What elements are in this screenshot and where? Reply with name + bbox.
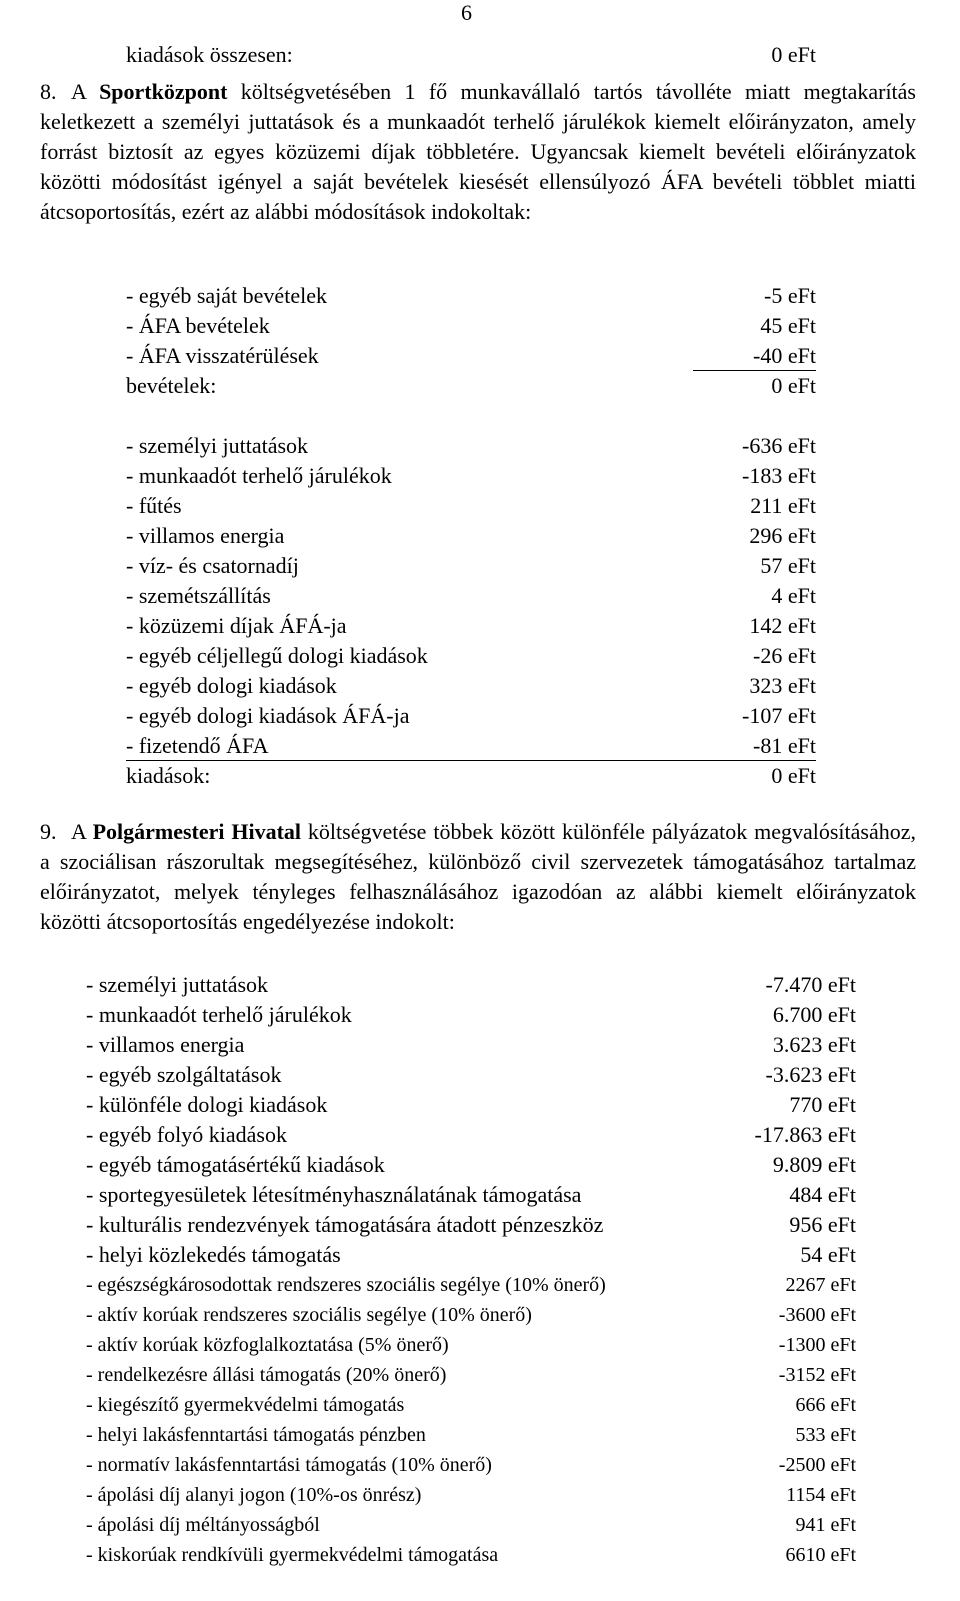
row-label: - víz- és csatornadíj — [126, 553, 299, 578]
row-value: 1154 eFt — [786, 1484, 856, 1506]
table-row — [86, 1300, 856, 1330]
row-value: 9.809 eFt — [772, 1152, 856, 1177]
row-value: -26 eFt — [753, 643, 816, 668]
expense-table — [126, 431, 816, 791]
paragraph-text: költségvetésében 1 fő munkavállaló tartós távolléte miatt megtakarítás keletkezett a személyi juttatások és a munkaadót terhelő járulékok kiemelt előirányzaton, amely forrást biztosít az egyes közüzemi díjak többletére. Ugyancsak kiemelt bevételi előirányzatok közötti módosítást igényel a saját bevételek kiesését ellensúlyozó ÁFA bevételi többlet miatti átcsoportosítás, ezért az alábbi módosítások indokoltak: — [40, 79, 916, 224]
row-value: 956 eFt — [789, 1212, 856, 1237]
table-row — [126, 581, 816, 611]
expenses-total-summary — [126, 42, 816, 72]
table-row — [86, 1240, 856, 1270]
table-row — [86, 1540, 856, 1570]
row-label: - kulturális rendezvények támogatására átadott pénzeszköz — [86, 1212, 604, 1237]
table-row — [126, 521, 816, 551]
row-label: - kiskorúak rendkívüli gyermekvédelmi támogatása — [86, 1544, 499, 1566]
table-row — [126, 611, 816, 641]
row-label: - egyéb folyó kiadások — [86, 1122, 287, 1147]
table-row — [86, 1180, 856, 1210]
table-row — [126, 341, 816, 371]
row-label: - helyi lakásfenntartási támogatás pénzben — [86, 1424, 426, 1446]
table-row — [86, 1420, 856, 1450]
row-label: - egyéb céljellegű dologi kiadások — [126, 643, 428, 668]
row-label: - egyéb szolgáltatások — [86, 1062, 282, 1087]
table-row — [86, 1030, 856, 1060]
row-label: - fűtés — [126, 493, 182, 518]
row-value: -183 eFt — [742, 463, 816, 488]
table-row — [126, 761, 816, 791]
paragraph-bold-entity: Polgármesteri Hivatal — [92, 819, 302, 844]
row-label: kiadások: — [126, 763, 211, 788]
row-value: 0 eFt — [771, 373, 816, 398]
table-row — [86, 1120, 856, 1150]
paragraph-text: költségvetése többek között különféle pályázatok megvalósításához, a szociálisan rászorultak megsegítéséhez, különböző civil szervezetek támogatásához tartalmaz előirányzatot, melyek tényleges felhasználásához igazodóan az alábbi kiemelt előirányzatok közötti átcsoportosítás engedélyezése indokolt: — [40, 819, 916, 934]
row-label: - egyéb dologi kiadások — [126, 673, 337, 698]
row-label: - személyi juttatások — [126, 433, 309, 458]
table-row — [86, 1090, 856, 1120]
row-value: 4 eFt — [771, 583, 816, 608]
row-value: -17.863 eFt — [754, 1122, 856, 1147]
table-row — [126, 641, 816, 671]
row-value: 2267 eFt — [785, 1274, 856, 1296]
paragraph-pre: A — [71, 819, 93, 844]
row-label: - villamos energia — [86, 1032, 245, 1057]
table-row — [86, 1210, 856, 1240]
row-label: - ÁFA bevételek — [126, 313, 270, 338]
income-table — [126, 281, 816, 401]
paragraph-9 — [40, 817, 916, 937]
row-value: 941 eFt — [795, 1514, 856, 1536]
hivatal-table — [86, 970, 856, 1570]
table-row — [126, 491, 816, 521]
row-value: -7.470 eFt — [765, 972, 856, 997]
summary-value: 0 eFt — [771, 42, 816, 67]
row-value: 6610 eFt — [785, 1544, 856, 1566]
expense-sum-line — [126, 760, 816, 761]
row-label: - egyéb támogatásértékű kiadások — [86, 1152, 385, 1177]
paragraph-bold-entity: Sportközpont — [99, 79, 228, 104]
row-label: - normatív lakásfenntartási támogatás (10% önerő) — [86, 1454, 492, 1476]
row-label: - különféle dologi kiadások — [86, 1092, 328, 1117]
row-label: - ápolási díj alanyi jogon (10%-os önrész) — [86, 1484, 422, 1506]
row-label: - aktív korúak rendszeres szociális segélye (10% önerő) — [86, 1304, 532, 1326]
table-row — [126, 671, 816, 701]
row-value: -2500 eFt — [778, 1454, 856, 1476]
row-label: - ápolási díj méltányosságból — [86, 1514, 320, 1536]
table-row — [86, 1510, 856, 1540]
row-label: bevételek: — [126, 373, 217, 398]
row-label: - egészségkárosodottak rendszeres szociális segélye (10% önerő) — [86, 1274, 606, 1296]
paragraph-8 — [40, 77, 916, 227]
row-value: 323 eFt — [749, 673, 816, 698]
table-row — [86, 1060, 856, 1090]
paragraph-pre: A — [71, 79, 100, 104]
table-row — [126, 461, 816, 491]
table-row — [86, 1150, 856, 1180]
row-label: - egyéb dologi kiadások ÁFÁ-ja — [126, 703, 410, 728]
row-label: - villamos energia — [126, 523, 285, 548]
table-row — [86, 1000, 856, 1030]
row-label: - sportegyesületek létesítményhasználatának támogatása — [86, 1182, 582, 1207]
row-value: 0 eFt — [771, 763, 816, 788]
table-row — [86, 1450, 856, 1480]
page-number: 6 — [461, 0, 472, 25]
row-value: -40 eFt — [753, 343, 816, 368]
row-label: - kiegészítő gyermekvédelmi támogatás — [86, 1394, 405, 1416]
row-label: - ÁFA visszatérülések — [126, 343, 319, 368]
row-label: - rendelkezésre állási támogatás (20% önerő) — [86, 1364, 447, 1386]
row-label: - aktív korúak közfoglalkoztatása (5% önerő) — [86, 1334, 449, 1356]
table-row — [126, 731, 816, 761]
table-row — [86, 1480, 856, 1510]
paragraph-number: 8. — [40, 79, 57, 104]
table-row — [126, 551, 816, 581]
row-label: - fizetendő ÁFA — [126, 733, 269, 758]
paragraph-number: 9. — [40, 819, 57, 844]
table-row — [86, 1360, 856, 1390]
row-value: 211 eFt — [750, 493, 816, 518]
row-value: 6.700 eFt — [772, 1002, 856, 1027]
row-value: -107 eFt — [742, 703, 816, 728]
table-row — [86, 1390, 856, 1420]
row-value: 45 eFt — [760, 313, 816, 338]
row-value: 142 eFt — [749, 613, 816, 638]
row-value: -636 eFt — [742, 433, 816, 458]
row-value: -3600 eFt — [778, 1304, 856, 1326]
row-label: - szemétszállítás — [126, 583, 271, 608]
income-sum-line — [693, 370, 816, 371]
table-row — [126, 281, 816, 311]
row-value: 533 eFt — [795, 1424, 856, 1446]
row-label: - munkaadót terhelő járulékok — [126, 463, 392, 488]
table-row — [126, 431, 816, 461]
row-value: 3.623 eFt — [772, 1032, 856, 1057]
table-row — [126, 701, 816, 731]
row-value: 770 eFt — [789, 1092, 856, 1117]
row-value: -3152 eFt — [778, 1364, 856, 1386]
row-label: - egyéb saját bevételek — [126, 283, 327, 308]
row-value: -3.623 eFt — [765, 1062, 856, 1087]
row-value: -81 eFt — [753, 733, 816, 758]
table-row — [86, 1270, 856, 1300]
table-row — [126, 311, 816, 341]
row-value: -1300 eFt — [778, 1334, 856, 1356]
row-value: 57 eFt — [760, 553, 816, 578]
table-row — [126, 371, 816, 401]
row-label: - közüzemi díjak ÁFÁ-ja — [126, 613, 347, 638]
table-row — [86, 1330, 856, 1360]
row-label: - munkaadót terhelő járulékok — [86, 1002, 352, 1027]
table-row — [86, 970, 856, 1000]
row-value: 484 eFt — [789, 1182, 856, 1207]
row-label: - személyi juttatások — [86, 972, 269, 997]
row-value: 296 eFt — [749, 523, 816, 548]
row-value: 666 eFt — [795, 1394, 856, 1416]
row-label: - helyi közlekedés támogatás — [86, 1242, 341, 1267]
row-value: 54 eFt — [800, 1242, 856, 1267]
row-value: -5 eFt — [764, 283, 816, 308]
summary-label: kiadások összesen: — [126, 42, 293, 67]
